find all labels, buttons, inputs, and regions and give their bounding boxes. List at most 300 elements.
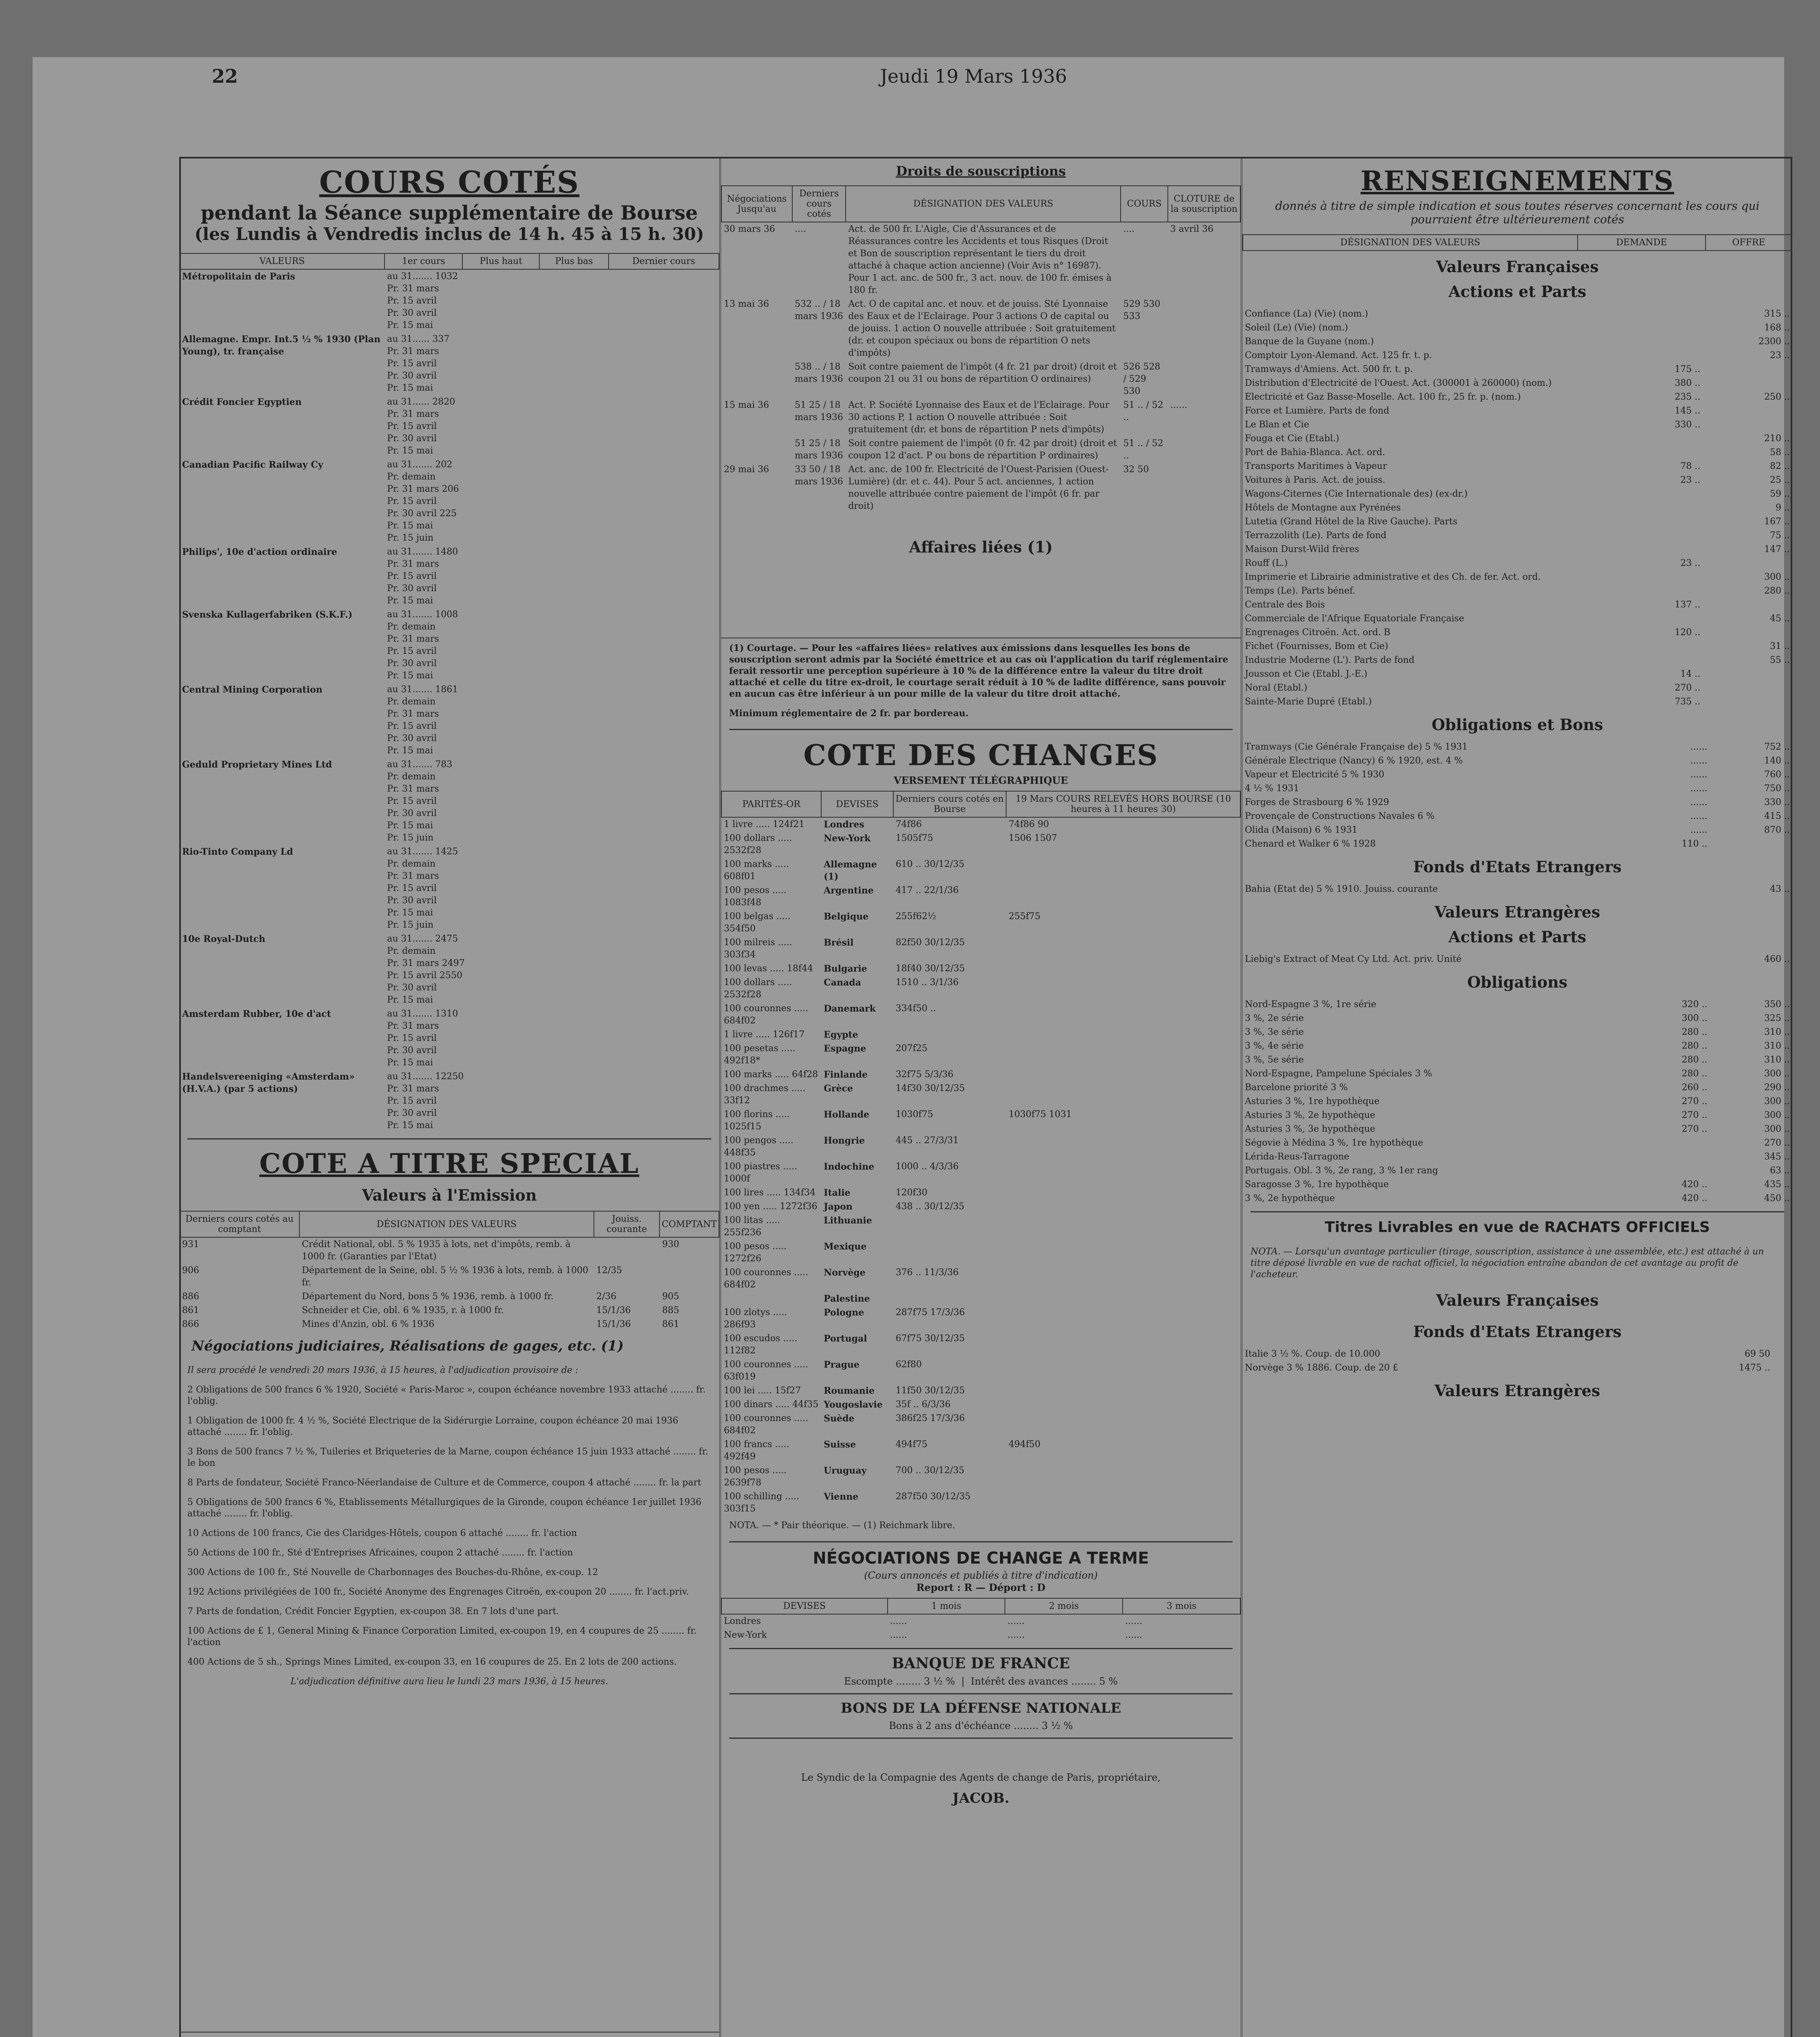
offre: 345 .. — [1764, 1152, 1790, 1162]
changes-row — [721, 1306, 1240, 1332]
changes-row — [721, 1068, 1240, 1082]
dernier-cours — [893, 1292, 1006, 1306]
valeur-line: Pr. 31 mars — [387, 709, 439, 719]
demande: 380 .. — [1675, 378, 1701, 388]
offre — [1710, 837, 1793, 851]
devise: Allemagne (1) — [824, 859, 877, 882]
valeur-lines — [385, 458, 719, 545]
renseignements-table — [1242, 234, 1792, 251]
changes-row — [721, 1266, 1240, 1292]
bons-title: BONS DE LA DÉFENSE NATIONALE — [840, 1700, 1121, 1716]
demande — [1627, 335, 1703, 349]
ts-cours: 931 — [182, 1239, 199, 1249]
parite — [721, 1292, 821, 1306]
terme-value: ...... — [1125, 1616, 1143, 1626]
ts-designation: Mines d'Anzin, obl. 6 % 1936 — [301, 1319, 435, 1329]
offre — [1703, 557, 1792, 570]
cours-hors-bourse — [1006, 1490, 1240, 1516]
offre: 315 .. — [1764, 309, 1790, 319]
demande: ...... — [1690, 770, 1708, 780]
droits-table — [721, 185, 1241, 513]
changes-row — [721, 1292, 1240, 1306]
dernier-cours: 610 .. 30/12/35 — [895, 859, 965, 869]
droits-row — [721, 463, 1240, 513]
valeur-line: Pr. 15 juin — [387, 533, 434, 543]
valeur-line: Pr. 30 avril — [387, 371, 437, 381]
designation: Tramways d'Amiens. Act. 500 fr. t. p. — [1245, 364, 1413, 374]
designation: Port de Bahia-Blanca. Act. ord. — [1245, 447, 1385, 458]
valeur-line: Pr. demain — [387, 622, 436, 632]
valeur-name: Métropolitain de Paris — [182, 271, 295, 282]
cours-hors-bourse — [1006, 1186, 1240, 1200]
offre: 290 .. — [1764, 1082, 1790, 1093]
devise: Vienne — [824, 1491, 859, 1502]
offre — [1703, 363, 1792, 376]
valeur-line: Pr. 31 mars 2497 — [387, 958, 465, 968]
demande — [1627, 446, 1703, 460]
offre — [1703, 376, 1792, 390]
offre: 752 .. — [1764, 742, 1790, 752]
minimum-note: Minimum réglementaire de 2 fr. par bordereau. — [729, 708, 969, 719]
negociation-item: 100 Actions de £ 1, General Mining & Finance Corporation Limited, ex-coupon 19, en 4 coupures de 25 ........ fr. l'action — [187, 1626, 697, 1648]
offre — [1703, 695, 1792, 709]
cours-hors-bourse — [1006, 962, 1240, 976]
cours-cotes-row — [180, 845, 719, 932]
valeur-line: Pr. 31 mars 206 — [387, 484, 459, 494]
demande — [1627, 321, 1703, 335]
terme-subtitle: (Cours annoncés et publiés à titre d'indication) — [864, 1570, 1098, 1581]
valeur-name: Central Mining Corporation — [182, 684, 323, 695]
cours-cotes-row — [180, 932, 719, 1007]
valeur-line: Pr. 15 avril — [387, 721, 437, 731]
parite: 100 schilling ..... 303f15 — [724, 1491, 800, 1514]
valeur-line: Pr. 15 avril — [387, 359, 437, 369]
droits-valeur: .... — [1123, 224, 1135, 234]
droits-cours: 532 .. / 18 mars 1936 — [795, 299, 843, 321]
valeur-name: Rio-Tinto Company Ld — [182, 847, 293, 857]
terme-value: ...... — [1125, 1630, 1143, 1640]
avances-label: Intérêt des avances — [971, 1676, 1068, 1687]
designation: Ségovie à Médina 3 %, 1re hypothèque — [1245, 1138, 1423, 1148]
designation: Le Blan et Cie — [1245, 420, 1309, 430]
valeur-lines — [385, 608, 719, 683]
renseignements-section-row — [1242, 768, 1792, 782]
renseignements-section-row — [1242, 1025, 1792, 1039]
cours-hors-bourse: 74f86 90 — [1009, 819, 1049, 829]
titre-special-title: COTE A TITRE SPECIAL — [259, 1148, 640, 1179]
demande: 110 .. — [1682, 839, 1708, 849]
changes-row — [721, 1384, 1240, 1398]
escompte-label: Escompte — [844, 1676, 893, 1687]
terme-col-header: DEVISES — [721, 1598, 888, 1614]
changes-title: COTE DES CHANGES — [803, 738, 1158, 772]
offre: 310 .. — [1764, 1027, 1790, 1037]
demande — [1627, 487, 1703, 501]
changes-row — [721, 1438, 1240, 1464]
dernier-cours: 376 .. 11/3/36 — [895, 1267, 959, 1278]
valeur-line: Pr. 31 mars — [387, 559, 439, 569]
dernier-cours: 14f30 30/12/35 — [895, 1083, 965, 1093]
devise: Mexique — [824, 1241, 867, 1252]
demande — [1627, 570, 1703, 584]
escompte-value: 3 ½ % — [923, 1676, 955, 1687]
parite: 100 lei ..... 15f27 — [724, 1386, 801, 1396]
dernier-cours: 287f50 30/12/35 — [895, 1491, 971, 1502]
renseignements-section-row — [1242, 1039, 1792, 1053]
changes-row — [721, 1134, 1240, 1160]
parite: 100 pesos ..... 1083f48 — [724, 885, 787, 908]
valeur-line: Pr. 30 avril — [387, 583, 437, 594]
cours-hors-bourse — [1006, 936, 1240, 962]
demande: 280 .. — [1682, 1069, 1708, 1079]
valeur-line: Pr. 30 avril — [387, 1108, 437, 1118]
cours-cotes-row — [180, 545, 719, 608]
parite: 100 dinars ..... 44f35 — [724, 1399, 819, 1410]
titre-special-table — [179, 1211, 719, 1331]
cours-cotes-row — [180, 608, 719, 683]
designation: Liebig's Extract of Meat Cy Ltd. Act. priv. Unité — [1245, 954, 1462, 964]
column-renseignements — [1242, 157, 1792, 2037]
droits-cours: 33 50 / 18 mars 1936 — [795, 464, 843, 487]
ts-jouissance — [594, 1237, 660, 1264]
valeur-line: Pr. 30 avril — [387, 1045, 437, 1056]
offre — [1703, 418, 1792, 432]
designation: Fichet (Fournisses, Bom et Cie) — [1245, 641, 1388, 651]
demande — [1627, 1164, 1710, 1178]
designation: Jousson et Cie (Etabl. J.-E.) — [1245, 669, 1367, 679]
offre: 75 .. — [1770, 530, 1790, 541]
devise: Espagne — [824, 1043, 866, 1054]
terme-row — [721, 1614, 1240, 1628]
cours-hors-bourse — [1006, 1306, 1240, 1332]
offre: 55 .. — [1770, 655, 1790, 665]
dernier-cours: 74f86 — [895, 819, 922, 829]
cours-hors-bourse: 494f50 — [1009, 1439, 1041, 1450]
valeur-line: Pr. demain — [387, 859, 436, 869]
changes-row — [721, 1082, 1240, 1108]
demande: 270 .. — [1682, 1096, 1708, 1106]
dernier-cours: 35f .. 6/3/36 — [895, 1399, 951, 1410]
cours-hors-bourse — [1006, 1398, 1240, 1412]
designation: Nord-Espagne 3 %, 1re série — [1245, 999, 1376, 1010]
renseignements-section-rows — [1242, 307, 1792, 709]
designation: Barcelone priorité 3 % — [1245, 1082, 1348, 1093]
valeur-line: Pr. 31 mars — [387, 634, 439, 644]
changes-row — [721, 817, 1240, 832]
bons-line: Bons à 2 ans d'échéance ........ 3 ½ % — [889, 1720, 1073, 1731]
renseignements-section-row — [1242, 882, 1792, 896]
devise: Palestine — [824, 1293, 870, 1304]
cours-hors-bourse: 1506 1507 — [1009, 833, 1057, 843]
renseignements-section-row — [1242, 404, 1792, 418]
bons-label: Bons à 2 ans d'échéance — [889, 1720, 1011, 1731]
banque-rates: Escompte ........ 3 ½ % | Intérêt des avances ........ 5 % — [844, 1676, 1118, 1687]
droits-cloture: 3 avril 36 — [1170, 224, 1213, 234]
ts-jouissance: 15/1/36 — [596, 1319, 631, 1329]
offre: 270 .. — [1764, 1138, 1790, 1148]
renseignements-section-row — [1242, 418, 1792, 432]
devise: Suisse — [824, 1439, 856, 1450]
valeur-line: Pr. demain — [387, 772, 436, 782]
renseignements-section-row — [1242, 543, 1792, 557]
changes-row — [721, 1412, 1240, 1438]
designation: Italie 3 ½ %. Coup. de 10.000 — [1245, 1349, 1380, 1359]
demande — [1627, 612, 1703, 626]
changes-row — [721, 1214, 1240, 1240]
cours-cotes-title: COURS COTÉS — [319, 165, 580, 200]
rachats-section-row — [1242, 1347, 1792, 1361]
designation: Norvège 3 % 1886. Coup. de 20 £ — [1245, 1363, 1398, 1373]
dernier-cours: 120f30 — [895, 1188, 928, 1198]
cours-cotes-row — [180, 395, 719, 458]
valeur-line: Pr. 15 avril — [387, 883, 437, 893]
offre: 140 .. — [1764, 756, 1790, 766]
demande — [1627, 307, 1703, 321]
valeur-line: Pr. 31 mars — [387, 871, 439, 881]
dernier-cours: 207f25 — [895, 1043, 928, 1054]
valeur-line: Pr. 15 avril — [387, 646, 437, 656]
cours-hors-bourse: 1030f75 1031 — [1009, 1109, 1072, 1120]
cours-cotes-subtitle: pendant la Séance supplémentaire de Bourse — [200, 202, 698, 224]
page-number: 22 — [212, 65, 238, 87]
cours-hors-bourse — [1006, 1002, 1240, 1028]
valeur-line: Pr. 15 avril — [387, 496, 437, 506]
devise: Belgique — [824, 911, 869, 922]
renseignements-section-row — [1242, 1012, 1792, 1025]
devise: Pologne — [824, 1307, 864, 1318]
offre: 330 .. — [1764, 797, 1790, 807]
valeur-lines — [385, 1070, 719, 1133]
offre — [1703, 404, 1792, 418]
demande: ...... — [1690, 825, 1708, 835]
valeur-line: au 31...... 2820 — [387, 397, 455, 407]
ts-cours: 886 — [182, 1291, 199, 1302]
renseignements-section-row — [1242, 667, 1792, 681]
parite: 1 livre ..... 124f21 — [724, 819, 805, 829]
designation: Sainte-Marie Dupré (Etabl.) — [1245, 697, 1372, 707]
negociation-item: 8 Parts de fondateur, Société Franco-Néerlandaise de Culture et de Commerce, coupon 4 attaché ........ fr. la part — [187, 1478, 701, 1488]
demande — [1627, 1136, 1710, 1150]
terme-table — [721, 1598, 1241, 1642]
designation: Lérida-Reus-Tarragone — [1245, 1152, 1350, 1162]
demande: 23 .. — [1680, 475, 1701, 485]
designation: Soleil (Le) (Vie) (nom.) — [1245, 323, 1348, 333]
changes-row — [721, 1160, 1240, 1186]
designation: Imprimerie et Librairie administrative et des Ch. de fer. Act. ord. — [1245, 572, 1541, 582]
valeur-name: Amsterdam Rubber, 10e d'act — [182, 1009, 331, 1019]
changes-col-header: 19 Mars COURS RELEVÉS HORS BOURSE (10 heures à 11 heures 30) — [1006, 791, 1240, 817]
devise: Brésil — [824, 937, 854, 948]
changes-row — [721, 1200, 1240, 1214]
negociation-item: 3 Bons de 500 francs 7 ½ %, Tuileries et Briqueteries de la Marne, coupon échéance 15 juin 1933 attaché ........ fr. le bon — [187, 1447, 708, 1468]
cours-hors-bourse — [1006, 1358, 1240, 1384]
demande: 280 .. — [1682, 1055, 1708, 1065]
terme-value: ...... — [1007, 1630, 1025, 1640]
renseignements-col-header: DÉSIGNATION DES VALEURS — [1243, 235, 1578, 251]
offre: 82 .. — [1770, 461, 1790, 471]
terme-value: ...... — [890, 1630, 907, 1640]
droits-valeur: 529 530 533 — [1123, 299, 1161, 321]
cours-hors-bourse — [1006, 1160, 1240, 1186]
valeur-line: Pr. 15 avril — [387, 1033, 437, 1043]
titre-special-subtitle: Valeurs à l'Emission — [362, 1186, 537, 1204]
devise: Argentine — [824, 885, 874, 896]
designation: Asturies 3 %, 1re hypothèque — [1245, 1096, 1380, 1106]
titre-special-row — [180, 1318, 719, 1331]
changes-col-header: Derniers cours cotés en Bourse — [893, 791, 1006, 817]
parite: 100 milreis ..... 303f34 — [724, 937, 792, 960]
parite: 100 marks ..... 608f01 — [724, 859, 789, 882]
offre: 25 .. — [1770, 475, 1790, 485]
parite: 100 dollars ..... 2532f28 — [724, 977, 792, 1000]
renseignements-section-row — [1242, 1164, 1792, 1178]
renseignements-section-row — [1242, 529, 1792, 543]
terme-col-header: 1 mois — [888, 1598, 1005, 1614]
changes-row — [721, 1042, 1240, 1068]
designation: Force et Lumière. Parts de fond — [1245, 406, 1389, 416]
demande: 280 .. — [1682, 1041, 1708, 1051]
negociation-item: 300 Actions de 100 fr., Sté Nouvelle de Charbonnages des Bouches-du-Rhône, ex-coup. 12 — [187, 1567, 598, 1577]
designation: Chenard et Walker 6 % 1928 — [1245, 839, 1376, 849]
cours-hors-bourse — [1006, 1134, 1240, 1160]
designation: Olida (Maison) 6 % 1931 — [1245, 825, 1358, 835]
renseignements-section-row — [1242, 335, 1792, 349]
droits-row — [721, 360, 1240, 398]
devise: Canada — [824, 977, 861, 988]
devise: Lithuanie — [824, 1215, 872, 1226]
offre: 310 .. — [1764, 1055, 1790, 1065]
valeur-lines — [385, 758, 719, 845]
changes-row — [721, 884, 1240, 910]
offre: 300 .. — [1764, 1124, 1790, 1134]
designation: Nord-Espagne, Pampelune Spéciales 3 % — [1245, 1069, 1432, 1079]
offre: 45 .. — [1770, 614, 1790, 624]
offre: 460 .. — [1764, 954, 1790, 964]
cours-hors-bourse — [1006, 1412, 1240, 1438]
offre — [1703, 598, 1792, 612]
dernier-cours: 445 .. 27/3/31 — [895, 1135, 959, 1146]
designation: 3 %, 5e série — [1245, 1055, 1304, 1065]
demande: 330 .. — [1675, 420, 1701, 430]
negociation-item: 400 Actions de 5 sh., Springs Mines Limited, ex-coupon 33, en 16 coupures de 25. En 2 lots de 200 actions. — [187, 1657, 677, 1667]
designation: Industrie Moderne (L'). Parts de fond — [1245, 655, 1415, 665]
valeur-lines — [385, 395, 719, 458]
changes-nota: NOTA. — * Pair théorique. — (1) Reichmark libre. — [729, 1520, 955, 1531]
dernier-cours: 32f75 5/3/36 — [895, 1069, 954, 1080]
valeur-line: Pr. 15 mai — [387, 446, 433, 456]
changes-row — [721, 1332, 1240, 1358]
titre-special-row — [180, 1237, 719, 1264]
droits-col-header: Négociations Jusqu'au — [721, 186, 792, 222]
designation: 4 ½ % 1931 — [1245, 783, 1299, 794]
demande — [1627, 653, 1703, 667]
offre: 300 .. — [1764, 1069, 1790, 1079]
negociation-item: 2 Obligations de 500 francs 6 % 1920, Société « Paris-Maroc », coupon échéance novembre 1933 attaché ........ fr. l'oblig. — [187, 1385, 706, 1406]
demande: ...... — [1690, 811, 1708, 821]
designation: Asturies 3 %, 3e hypothèque — [1245, 1124, 1376, 1134]
demande: ...... — [1690, 756, 1708, 766]
valeur-line: Pr. 31 mars — [387, 284, 439, 294]
devise: Egypte — [824, 1029, 858, 1040]
devise: Bulgarie — [824, 964, 867, 974]
cours-hors-bourse — [1006, 884, 1240, 910]
parite: 100 couronnes ..... 684f02 — [724, 1413, 809, 1436]
renseignements-section-row — [1242, 501, 1792, 515]
negociation-item: 7 Parts de fondation, Crédit Foncier Egyptien, ex-coupon 38. En 7 lots d'une part. — [187, 1606, 559, 1617]
changes-row — [721, 1108, 1240, 1134]
negociations-list — [179, 1380, 719, 1672]
demande: ...... — [1690, 742, 1708, 752]
demande: 23 .. — [1680, 558, 1701, 568]
signature-name: JACOB. — [952, 1790, 1009, 1806]
terme-legend: Report : R — Déport : D — [916, 1582, 1046, 1593]
valeur-line: Pr. 15 mai — [387, 521, 433, 531]
column-changes — [721, 157, 1242, 2037]
valeur-line: Pr. 15 mai — [387, 1120, 433, 1131]
offre: 23 .. — [1770, 350, 1790, 361]
droits-date — [721, 360, 792, 398]
valeur-line: Pr. 15 mai — [387, 821, 433, 831]
dernier-cours: 494f75 — [895, 1439, 928, 1450]
demande — [1627, 501, 1703, 515]
signature-line: Le Syndic de la Compagnie des Agents de change de Paris, propriétaire, — [801, 1772, 1161, 1783]
ts-designation: Département de la Seine, obl. 5 ½ % 1936 à lots, remb. à 1000 fr. — [301, 1265, 589, 1288]
renseignements-section-row — [1242, 1192, 1792, 1205]
designation: Saragosse 3 %, 1re hypothèque — [1245, 1179, 1389, 1190]
cours-cotes-col-header: Plus haut — [462, 253, 539, 269]
valeur-line: au 31....... 783 — [387, 759, 453, 770]
parite: 100 couronnes ..... 63f019 — [724, 1359, 809, 1382]
parite: 100 couronnes ..... 684f02 — [724, 1267, 809, 1290]
designation: Générale Electrique (Nancy) 6 % 1920, est. 4 % — [1245, 756, 1463, 766]
offre: 350 .. — [1764, 999, 1790, 1010]
ts-cours: 866 — [182, 1319, 199, 1329]
demande: 120 .. — [1675, 627, 1701, 638]
renseignements-section-row — [1242, 837, 1792, 851]
banque-title: BANQUE DE FRANCE — [892, 1655, 1070, 1672]
ts-comptant: 905 — [662, 1291, 679, 1302]
terme-devise: New-York — [724, 1630, 767, 1640]
offre: 280 .. — [1764, 586, 1790, 596]
valeur-line: Pr. 31 mars — [387, 409, 439, 419]
rachats-title: Titres Livrables en vue de RACHATS OFFICIELS — [1325, 1219, 1710, 1236]
renseignements-sections — [1242, 257, 1792, 1205]
offre: 43 .. — [1770, 884, 1790, 894]
renseignements-section-row — [1242, 432, 1792, 446]
devise: Hollande — [824, 1109, 870, 1120]
designation: Distribution d'Electricité de l'Ouest. Act. (300001 à 260000) (nom.) — [1245, 378, 1552, 388]
valeur-line: au 31....... 1425 — [387, 847, 458, 857]
parite: 100 levas ..... 18f44 — [724, 964, 813, 974]
valeur-line: au 31....... 12250 — [387, 1071, 464, 1082]
renseignements-section-heading: Fonds d'Etats Etrangers — [1413, 858, 1622, 876]
ts-designation: Département du Nord, bons 5 % 1936, remb. à 1000 fr. — [301, 1291, 554, 1302]
cours-cotes-row — [180, 683, 719, 758]
renseignements-section-row — [1242, 740, 1792, 754]
designation: Forges de Strasbourg 6 % 1929 — [1245, 797, 1389, 807]
renseignements-section-rows — [1242, 740, 1792, 851]
dernier-cours: 1510 .. 3/1/36 — [895, 977, 959, 988]
parite: 100 pesos ..... 1272f26 — [724, 1241, 787, 1264]
valeur-line: Pr. 31 mars — [387, 346, 439, 356]
renseignements-section-row — [1242, 782, 1792, 796]
renseignements-section-row — [1242, 557, 1792, 570]
devise: Japon — [824, 1201, 853, 1212]
demande — [1627, 515, 1703, 529]
droits-designation: Act. de 500 fr. L'Aigle, Cie d'Assurances et de Réassurances contre les Accidents et tous Risques (Droit et Bon de souscription représentant le tiers du droit attaché à chaque action ancienne) (Voir Avis n° 16987). Pour 1 act. anc. de 500 fr., 3 act. nouv. de 100 fr. émises à 180 fr. — [848, 224, 1112, 295]
renseignements-section-heading: Obligations — [1467, 973, 1568, 991]
devise: Danemark — [824, 1003, 876, 1014]
